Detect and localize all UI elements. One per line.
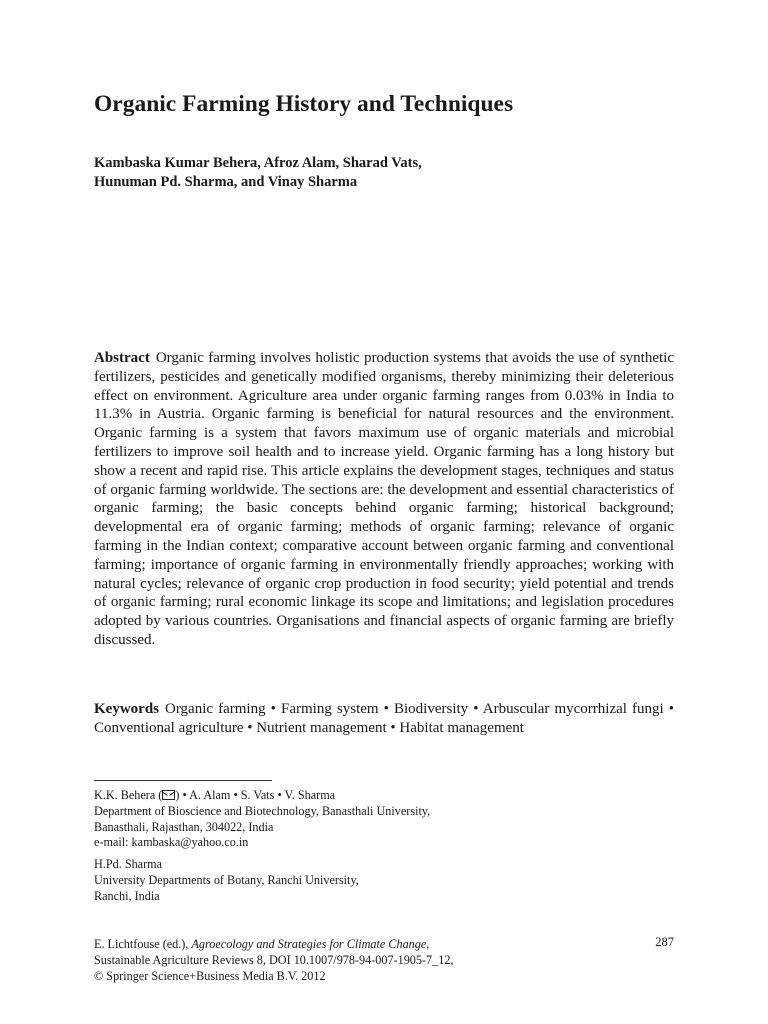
author-line: Hunuman Pd. Sharma, and Vinay Sharma [94,174,358,190]
author-line: Kambaska Kumar Behera, Afroz Alam, Sharad Vats, [94,155,422,171]
affiliation-block [94,788,674,851]
affiliation-department: University Departments of Botany, Ranchi University, [94,872,359,887]
citation-line: E. Lichtfouse (ed.), Agroecology and Strategies for Climate Change, [94,937,430,951]
footnote-divider [94,780,272,781]
copyright-line: © Springer Science+Business Media B.V. 2012 [94,968,326,983]
abstract-text: Organic farming involves holistic production systems that avoids the use of synthetic fertilizers, pesticides and genetically modified organisms, thereby minimizing their deleterious effect on environment. Agriculture area under organic farming ranges from 0.03% in India to 11.3% in Austria. Organic farming is beneficial for natural resources and the environment. Organic farming is a system that favors maximum use of organic materials and microbial fertilizers to improve soil health and to increase yield. Organic farming has a long history but show a recent and rapid rise. This article explains the development stages, techniques and status of organic farming worldwide. The sections are: the development and essential characteristics of organic farming; the basic concepts behind organic farming; historical background; developmental era of organic farming; methods of organic farming; relevance of organic farming in the Indian context; comparative account between organic farming and conventional farming; importance of organic farming in environmentally friendly approaches; working with natural cycles; relevance of organic crop production in food security; yield potential and trends of organic farming; rural economic linkage its scope and limitations; and legislation procedures adopted by various countries. Organisations and financial aspects of organic farming are briefly discussed. [94,350,674,648]
citation-line: Sustainable Agriculture Reviews 8, DOI 10.1007/978-94-007-1905-7_12, [94,952,454,967]
affiliation-email: e-mail: kambaska@yahoo.co.in [94,835,249,850]
affiliation-address: Banasthali, Rajasthan, 304022, India [94,819,274,834]
affiliation-department: Department of Bioscience and Biotechnology, Banasthali University, [94,803,431,818]
abstract-label: Abstract [94,350,150,366]
affiliation-block [94,857,674,904]
affiliation-names: H.Pd. Sharma [94,857,163,871]
keywords [94,700,674,738]
page-number: 287 [655,935,674,949]
affiliation-address: Ranchi, India [94,888,160,903]
book-title: Agroecology and Strategies for Climate Change [191,937,427,951]
envelope-icon [162,790,175,800]
author-list [94,154,674,192]
affiliation-names: K.K. Behera ( ) • A. Alam • S. Vats • V. Sharma [94,788,336,802]
paper-title: Organic Farming History and Techniques [94,91,514,117]
keywords-label: Keywords [94,701,159,717]
keywords-text: Organic farming • Farming system • Biodiversity • Arbuscular mycorrhizal fungi • Conventional agriculture • Nutrient management • Habitat management [94,701,674,736]
citation-block [94,937,674,984]
abstract [94,349,674,650]
